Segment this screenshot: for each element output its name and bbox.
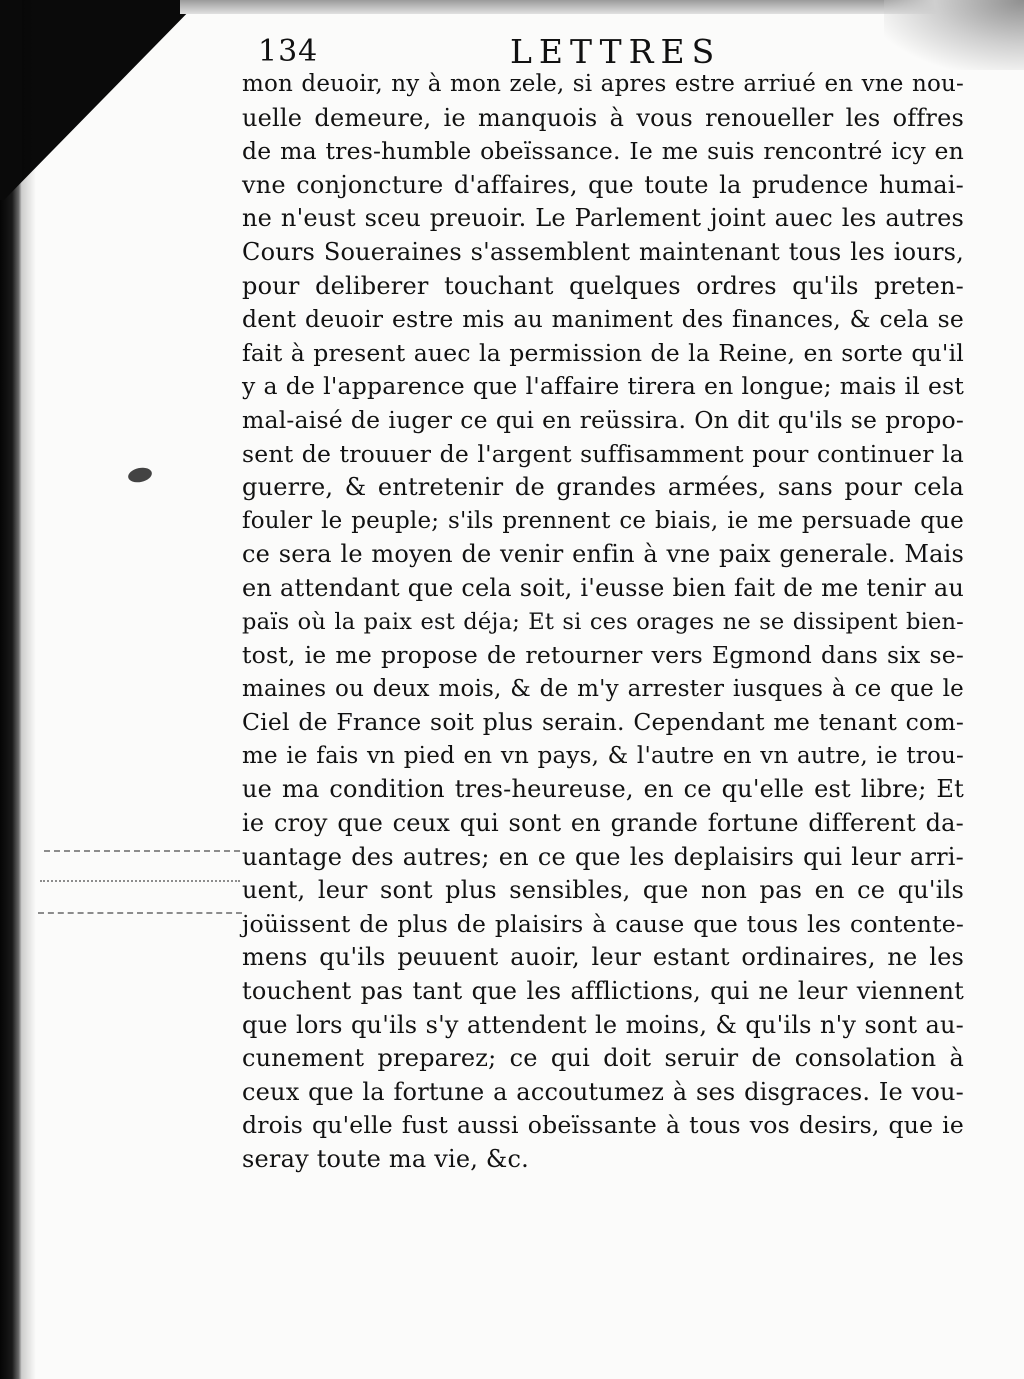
text-line: ie croy que ceux qui sont en grande fortune different da-	[242, 809, 964, 838]
text-line: ue ma condition tres-heureuse, en ce qu'elle est libre; Et	[242, 775, 964, 804]
text-line: vne conjoncture d'affaires, que toute la prudence humai-	[242, 170, 964, 199]
scanner-shadow-top-right	[884, 0, 1024, 70]
marginal-pencil-mark	[44, 850, 240, 852]
text-line: mens qu'ils peuuent auoir, leur estant ordinaires, ne les	[242, 943, 964, 972]
page-gutter-shadow	[22, 0, 36, 1379]
scanner-edge-left	[0, 0, 22, 1379]
text-line: ne n'eust sceu preuoir. Le Parlement joint auec les autres	[242, 204, 964, 233]
text-line: fouler le peuple; s'ils prennent ce biais, ie me persuade que	[242, 507, 964, 534]
text-line: maines ou deux mois, & de m'y arrester iusques à ce que le	[242, 675, 964, 702]
letter-body	[242, 68, 964, 1177]
text-line: ceux que la fortune a accoutumez à ses disgraces. Ie vou-	[242, 1077, 964, 1106]
text-line: en attendant que cela soit, i'eusse bien fait de me tenir au	[242, 573, 964, 602]
text-line: cunement preparez; ce qui doit seruir de consolation à	[242, 1044, 964, 1073]
text-line: dent deuoir estre mis au maniment des finances, & cela se	[242, 305, 964, 334]
running-header	[258, 30, 738, 72]
text-line: sent de trouuer de l'argent suffisamment pour continuer la	[242, 439, 964, 468]
marginal-pencil-mark	[40, 880, 240, 882]
text-line: uantage des autres; en ce que les deplaisirs qui leur arri-	[242, 842, 964, 871]
text-line: Cours Soueraines s'assemblent maintenant tous les iours,	[242, 237, 964, 266]
ink-blot	[127, 466, 153, 485]
text-line: fait à present auec la permission de la Reine, en sorte qu'il	[242, 338, 964, 367]
text-line: drois qu'elle fust aussi obeïssante à tous vos desirs, que ie	[242, 1111, 964, 1140]
text-line: mon deuoir, ny à mon zele, si apres estre arriué en vne nou-	[242, 71, 964, 97]
text-line: que lors qu'ils s'y attendent le moins, & qu'ils n'y sont au-	[242, 1010, 964, 1039]
text-line: me ie fais vn pied en vn pays, & l'autre en vn autre, ie trou-	[242, 742, 964, 769]
text-line: uelle demeure, ie manquois à vous renoueller les offres	[242, 103, 964, 132]
running-title: LETTRES	[510, 32, 722, 71]
text-line: y a de l'apparence que l'affaire tirera en longue; mais il est	[242, 372, 964, 401]
text-line: uent, leur sont plus sensibles, que non pas en ce qu'ils	[242, 876, 964, 905]
text-line: tost, ie me propose de retourner vers Egmond dans six se-	[242, 641, 964, 670]
marginal-pencil-mark	[38, 912, 242, 914]
text-line: pour deliberer touchant quelques ordres qu'ils preten-	[242, 271, 964, 300]
text-line: guerre, & entretenir de grandes armées, sans pour cela	[242, 473, 964, 502]
text-line: mal-aisé de iuger ce qui en reüssira. On dit qu'ils se propo-	[242, 405, 964, 434]
page-number: 134	[258, 34, 319, 69]
text-line: touchent pas tant que les afflictions, qui ne leur viennent	[242, 977, 964, 1006]
text-line: païs où la paix est déja; Et si ces orages ne se dissipent bien-	[242, 608, 964, 635]
text-line: seray toute ma vie, &c.	[242, 1145, 529, 1173]
text-line: ce sera le moyen de venir enfin à vne paix generale. Mais	[242, 540, 964, 569]
text-line: joüissent de plus de plaisirs à cause que tous les contente-	[242, 909, 964, 938]
text-line: Ciel de France soit plus serain. Cependant me tenant com-	[242, 708, 964, 737]
text-line: de ma tres-humble obeïssance. Ie me suis rencontré icy en	[242, 137, 964, 166]
